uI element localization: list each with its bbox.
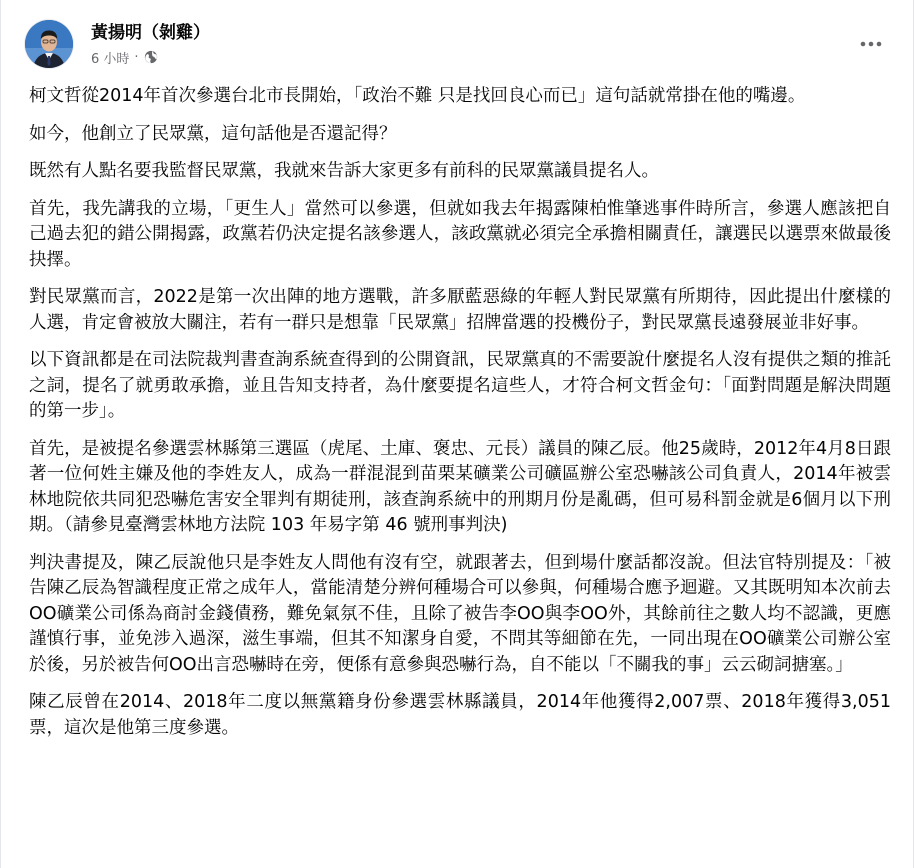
globe-icon[interactable] xyxy=(144,50,158,64)
more-options-button[interactable] xyxy=(853,26,889,62)
avatar[interactable] xyxy=(25,20,73,68)
post-paragraph: 以下資訊都是在司法院裁判書查詢系統查得到的公開資訊，民眾黨真的不需要說什麼提名人沒有提供之類的推託之詞，提名了就勇敢承擔，並且告知支持者，為什麼要提名這些人，才符合柯文哲金句：「面對問題是解決問題的第一步」。 xyxy=(29,350,891,421)
meta-separator: · xyxy=(134,49,139,65)
post-paragraph: 首先，我先講我的立場，「更生人」當然可以參選，但就如我去年揭露陳柏惟肇逃事件時所言，參選人應該把自己過去犯的錯公開揭露，政黨若仍決定提名該參選人，該政黨就必須完全承擔相關責任，讓選民以選票來做最後抉擇。 xyxy=(29,198,891,270)
post-meta xyxy=(91,48,158,66)
post-paragraph: 判決書提及，陳乙辰說他只是李姓友人問他有沒有空，就跟著去，但到場什麼話都沒說。但法官特別提及：「被告陳乙辰為智識程度正常之成年人，當能清楚分辨何種場合可以參與，何種場合應予迴避。又其既明知本次前去OO礦業公司係為商討金錢債務，難免氣氛不佳，且除了被告李OO與李OO外，其餘前往之數人均不認識，更應謹慎行事，並免涉入過深，滋生事端，但其不知潔身自愛，不問其等細節在先，一同出現在OO礦業公司辦公室於後，另於被告何OO出言恐嚇時在旁，便係有意參與恐嚇行為，自不能以「不關我的事」云云砌詞搪塞。」 xyxy=(29,552,891,675)
author-name[interactable]: 黃揚明（剝雞） xyxy=(91,23,210,43)
post-body xyxy=(29,84,891,753)
post-paragraph: 如今，他創立了民眾黨，這句話他是否還記得？ xyxy=(29,123,397,144)
post-timestamp[interactable]: 6 小時 xyxy=(91,51,130,67)
post-paragraph: 對民眾黨而言，2022是第一次出陣的地方選戰，許多厭藍惡綠的年輕人對民眾黨有所期待，因此提出什麼樣的人選，肯定會被放大關注，若有一群只是想靠「民眾黨」招牌當選的投機份子，對民眾黨長遠發展並非好事。 xyxy=(29,287,891,333)
post-paragraph: 首先，是被提名參選雲林縣第三選區（虎尾、土庫、褒忠、元長）議員的陳乙辰。他25歲時，2012年4月8日跟著一位何姓主嫌及他的李姓友人，成為一群混混到苗栗某礦業公司礦區辦公室恐嚇該公司負責人，2014年被雲林地院依共同犯恐嚇危害安全罪判有期徒刑，該查詢系統中的刑期月份是亂碼，但可易科罰金就是6個月以下刑期。（請參見臺灣雲林地方法院 103 年易字第 46 號刑事判決) xyxy=(29,438,891,535)
post-paragraph: 既然有人點名要我監督民眾黨，我就來告訴大家更多有前科的民眾黨議員提名人。 xyxy=(29,161,659,181)
more-options-icon xyxy=(860,41,882,47)
post-header xyxy=(25,20,889,76)
profile-photo xyxy=(25,20,73,68)
post-paragraph: 陳乙辰曾在2014、2018年二度以無黨籍身份參選雲林縣議員，2014年他獲得2,007票、2018年獲得3,051票，這次是他第三度參選。 xyxy=(29,692,891,738)
post-paragraph: 柯文哲從2014年首次參選台北市長開始，「政治不難 只是找回良心而已」這句話就常掛在他的嘴邊。 xyxy=(29,86,806,106)
